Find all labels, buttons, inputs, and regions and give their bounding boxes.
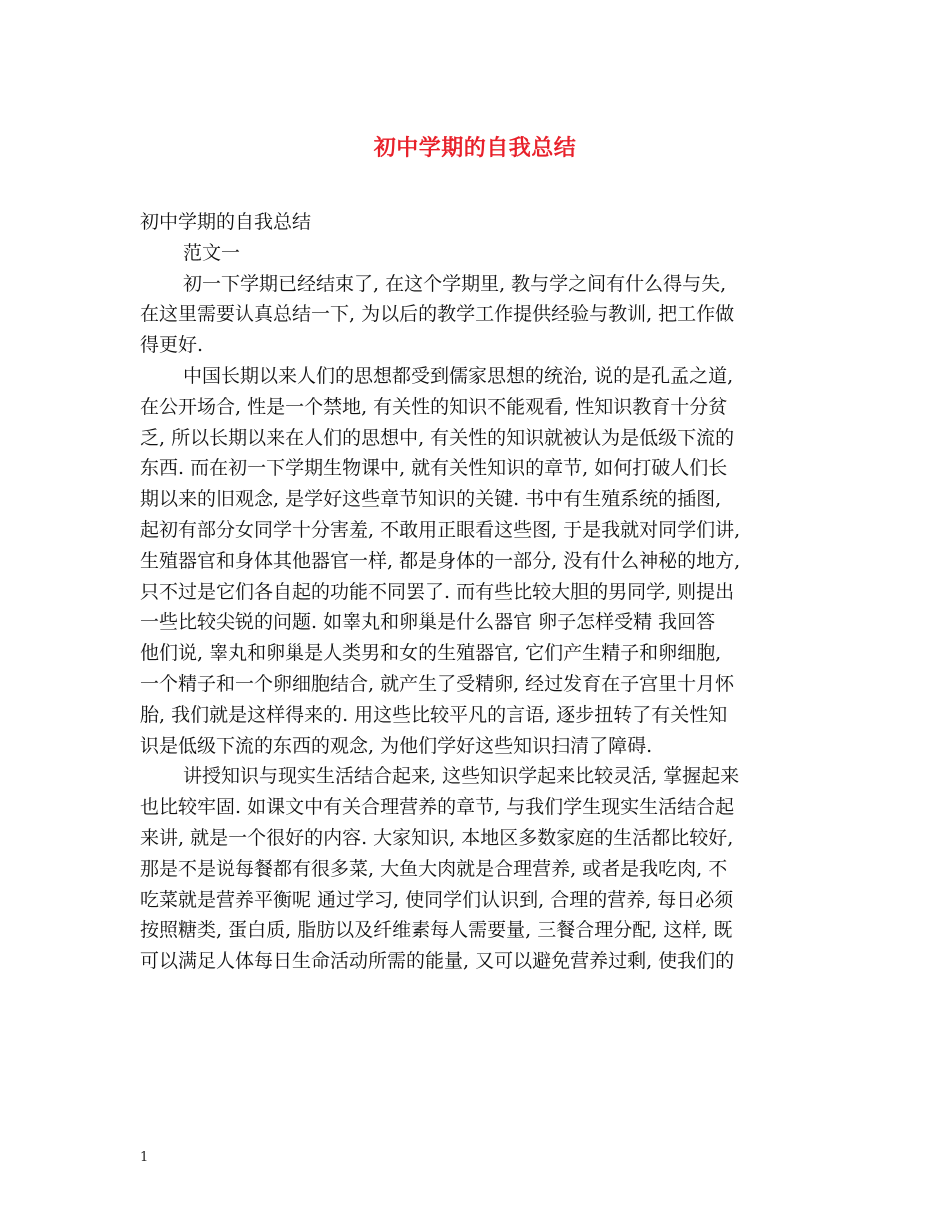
paragraph-line: 起初有部分女同学十分害羞, 不敢用正眼看这些图, 于是我就对同学们讲, bbox=[140, 518, 741, 541]
section-label bbox=[140, 238, 820, 269]
paragraph-line: 初一下学期已经结束了, 在这个学期里, 教与学之间有什么得与失, bbox=[183, 272, 727, 295]
paragraph-line: 按照糖类, 蛋白质, 脂肪以及纤维素每人需要量, 三餐合理分配, 这样, 既 bbox=[140, 919, 733, 942]
paragraph-line: 乏, 所以长期以来在人们的思想中, 有关性的知识就被认为是低级下流的 bbox=[140, 426, 735, 449]
paragraph-line: 生殖器官和身体其他器官一样, 都是身体的一部分, 没有什么神秘的地方, bbox=[140, 549, 741, 572]
page-number: 1 bbox=[140, 1150, 149, 1165]
paragraph-list bbox=[140, 269, 820, 977]
paragraph-line: 吃菜就是营养平衡呢 通过学习, 使同学们认识到, 合理的营养, 每日必须 bbox=[140, 888, 734, 911]
document-title: 初中学期的自我总结 bbox=[373, 135, 577, 161]
paragraph bbox=[140, 761, 820, 977]
document-body bbox=[140, 207, 820, 977]
paragraph-line: 只不过是它们各自起的功能不同罢了. 而有些比较大胆的男同学, 则提出 bbox=[140, 580, 735, 603]
paragraph-line: 讲授知识与现实生活结合起来, 这些知识学起来比较灵活, 掌握起来 bbox=[183, 765, 740, 788]
paragraph-line: 那是不是说每餐都有很多菜, 大鱼大肉就是合理营养, 或者是我吃肉, 不 bbox=[140, 857, 728, 880]
paragraph-line: 得更好. bbox=[140, 334, 204, 357]
paragraph-line: 在公开场合, 性是一个禁地, 有关性的知识不能观看, 性知识教育十分贫 bbox=[140, 395, 728, 418]
paragraph-line: 他们说, 睾丸和卵巢是人类男和女的生殖器官, 它们产生精子和卵细胞, bbox=[140, 642, 722, 665]
subtitle-text: 初中学期的自我总结 bbox=[140, 211, 312, 233]
paragraph bbox=[140, 269, 820, 361]
subtitle bbox=[140, 207, 820, 238]
paragraph-line: 一个精子和一个卵细胞结合, 就产生了受精卵, 经过发育在子宫里十月怀 bbox=[140, 672, 735, 695]
paragraph-line: 东西. 而在初一下学期生物课中, 就有关性知识的章节, 如何打破人们长 bbox=[140, 457, 728, 480]
paragraph-line: 在这里需要认真总结一下, 为以后的教学工作提供经验与教训, 把工作做 bbox=[140, 303, 735, 326]
paragraph-line: 胎, 我们就是这样得来的. 用这些比较平凡的言语, 逐步扭转了有关性知 bbox=[140, 703, 728, 726]
paragraph-line: 可以满足人体每日生命活动所需的能量, 又可以避免营养过剩, 使我们的 bbox=[140, 950, 735, 973]
section-label-text: 范文一 bbox=[183, 241, 241, 264]
paragraph-line: 中国长期以来人们的思想都受到儒家思想的统治, 说的是孔孟之道, bbox=[183, 364, 734, 387]
paragraph bbox=[140, 361, 820, 761]
paragraph-line: 期以来的旧观念, 是学好这些章节知识的关键. 书中有生殖系统的插图, bbox=[140, 488, 722, 511]
paragraph-line: 来讲, 就是一个很好的内容. 大家知识, 本地区多数家庭的生活都比较好, bbox=[140, 826, 734, 849]
paragraph-line: 也比较牢固. 如课文中有关合理营养的章节, 与我们学生现实生活结合起 bbox=[140, 796, 735, 819]
paragraph-line: 识是低级下流的东西的观念, 为他们学好这些知识扫清了障碍. bbox=[140, 734, 653, 757]
paragraph-line: 一些比较尖锐的问题. 如睾丸和卵巢是什么器官 卵子怎样受精 我回答 bbox=[140, 611, 716, 634]
